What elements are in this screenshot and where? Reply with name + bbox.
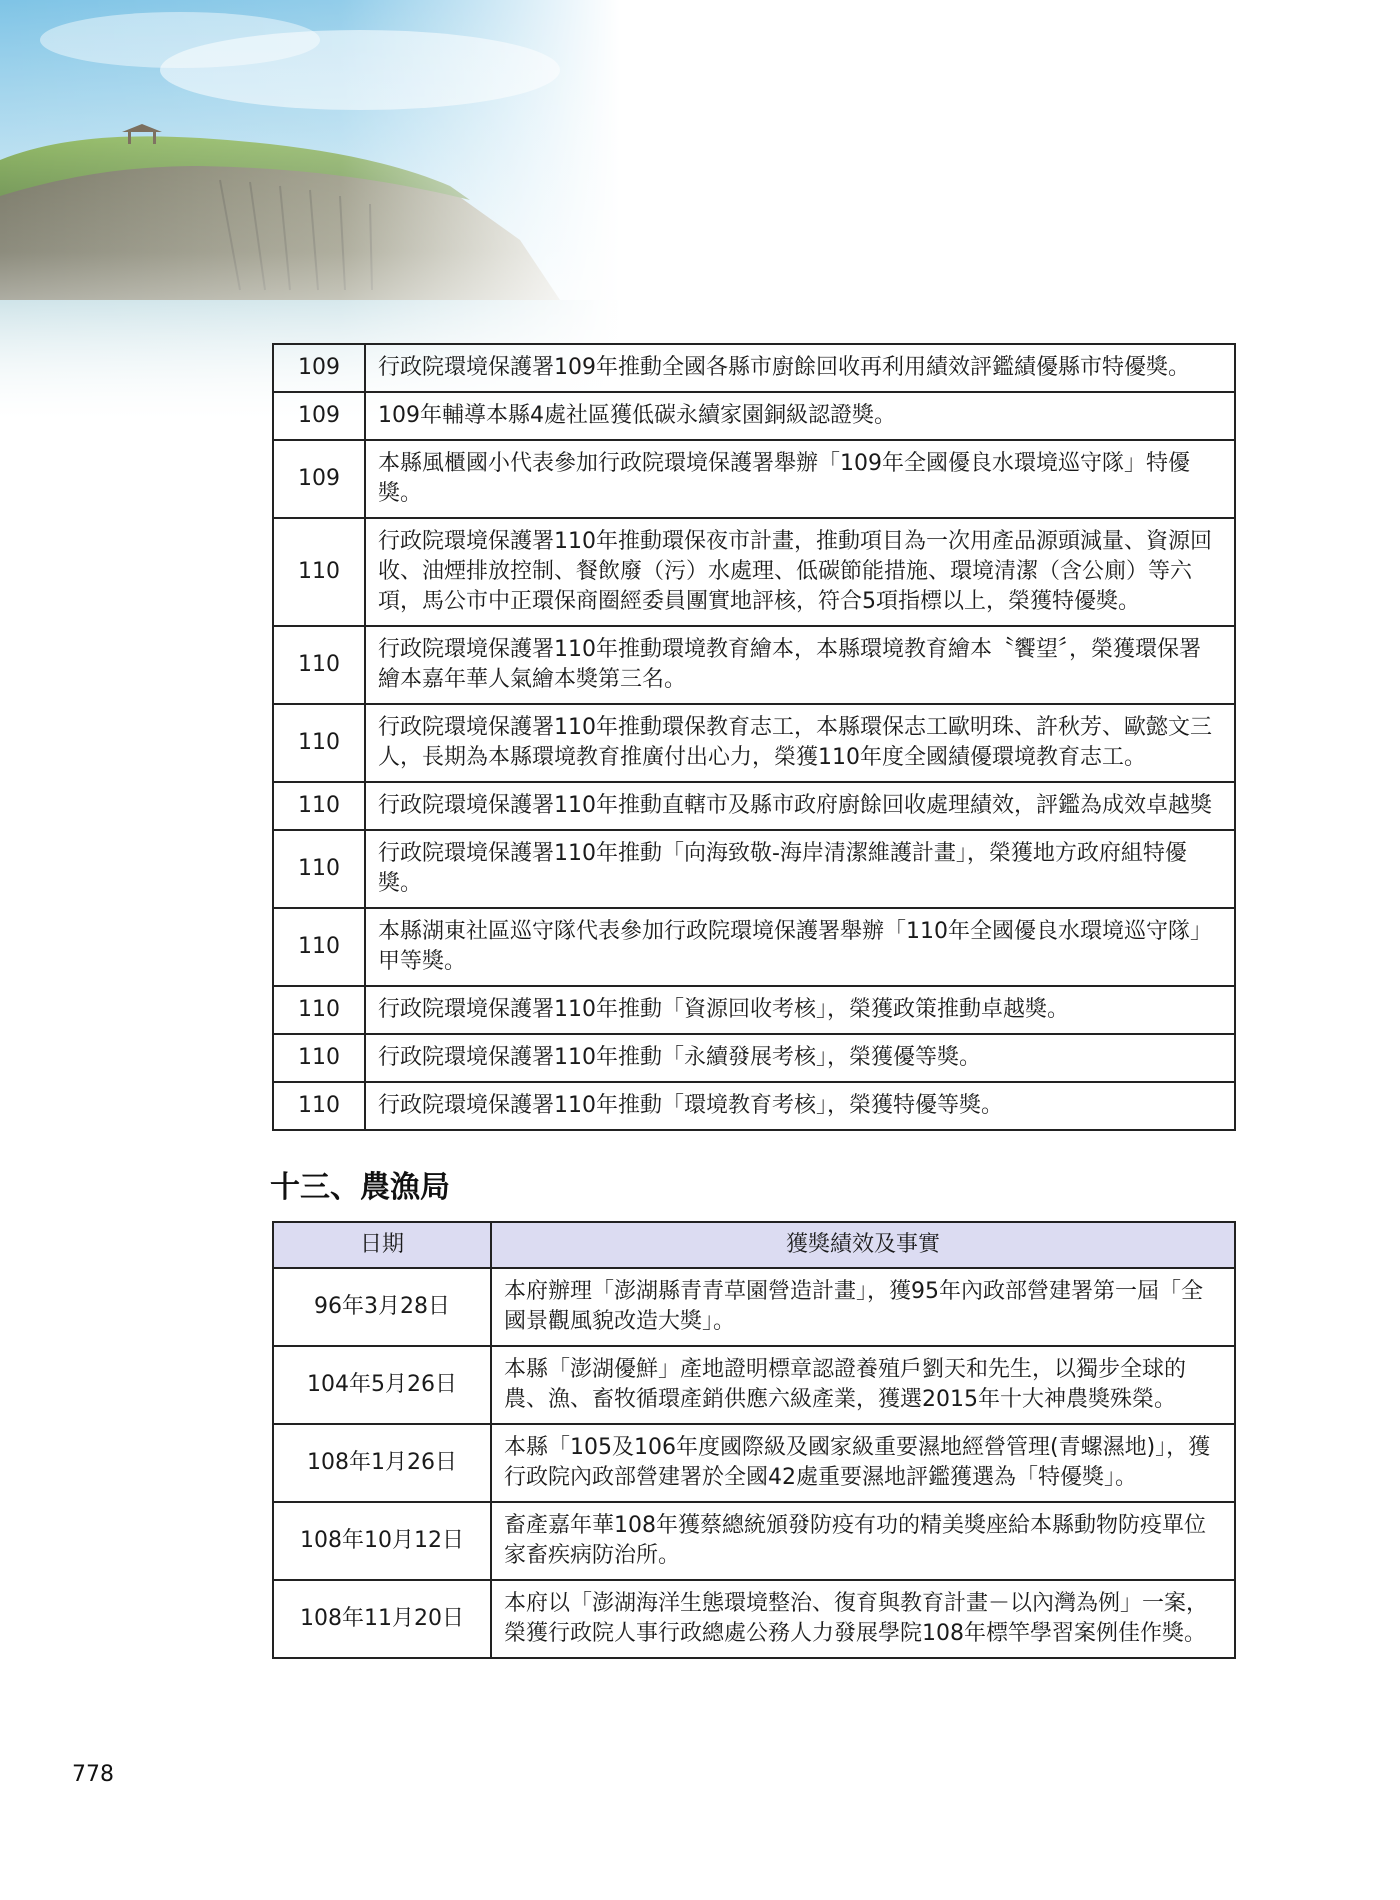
award-description-cell: 本府辦理「澎湖縣青青草園營造計畫」，獲95年內政部營建署第一屆「全國景觀風貌改造大獎」。 [491, 1268, 1235, 1346]
table-row [273, 1082, 1235, 1130]
award-description-cell: 行政院環境保護署110年推動「資源回收考核」，榮獲政策推動卓越獎。 [365, 986, 1235, 1034]
table-row [273, 626, 1235, 704]
table-row [273, 830, 1235, 908]
year-cell: 110 [273, 1034, 365, 1082]
award-description-cell: 109年輔導本縣4處社區獲低碳永續家園銅級認證獎。 [365, 392, 1235, 440]
table-row [273, 392, 1235, 440]
award-description-cell: 行政院環境保護署109年推動全國各縣市廚餘回收再利用績效評鑑績優縣市特優獎。 [365, 344, 1235, 392]
table-row [273, 908, 1235, 986]
table-row [273, 344, 1235, 392]
award-description-cell: 本縣「105及106年度國際級及國家級重要濕地經營管理(青螺濕地)」，獲行政院內政部營建署於全國42處重要濕地評鑑獲選為「特優獎」。 [491, 1424, 1235, 1502]
table-row [273, 1268, 1235, 1346]
award-description-cell: 本縣「澎湖優鮮」產地證明標章認證養殖戶劉天和先生，以獨步全球的農、漁、畜牧循環產銷供應六級產業，獲選2015年十大神農獎殊榮。 [491, 1346, 1235, 1424]
year-cell: 110 [273, 908, 365, 986]
date-cell: 104年5月26日 [273, 1346, 491, 1424]
date-cell: 108年11月20日 [273, 1580, 491, 1658]
table-row [273, 1502, 1235, 1580]
environment-awards-table-body [273, 344, 1235, 1130]
award-description-cell: 本縣湖東社區巡守隊代表參加行政院環境保護署舉辦「110年全國優良水環境巡守隊」甲等獎。 [365, 908, 1235, 986]
column-header-date: 日期 [273, 1222, 491, 1268]
date-cell: 108年10月12日 [273, 1502, 491, 1580]
year-cell: 109 [273, 392, 365, 440]
award-description-cell: 行政院環境保護署110年推動「永續發展考核」，榮獲優等獎。 [365, 1034, 1235, 1082]
agri-fishery-awards-table [272, 1221, 1236, 1659]
date-cell: 108年1月26日 [273, 1424, 491, 1502]
column-header-description: 獲獎績效及事實 [491, 1222, 1235, 1268]
award-description-cell: 本府以「澎湖海洋生態環境整治、復育與教育計畫－以內灣為例」一案，榮獲行政院人事行政總處公務人力發展學院108年標竿學習案例佳作獎。 [491, 1580, 1235, 1658]
table-row [273, 440, 1235, 518]
year-cell: 109 [273, 440, 365, 518]
section-title: 十三、農漁局 [270, 1170, 450, 1205]
table-row [273, 1580, 1235, 1658]
environment-awards-table [272, 343, 1236, 1131]
table-row [273, 518, 1235, 626]
year-cell: 110 [273, 830, 365, 908]
table-row [273, 1424, 1235, 1502]
year-cell: 110 [273, 782, 365, 830]
agri-fishery-awards-table-body [273, 1268, 1235, 1658]
year-cell: 110 [273, 986, 365, 1034]
year-cell: 110 [273, 626, 365, 704]
date-cell: 96年3月28日 [273, 1268, 491, 1346]
table-row [273, 782, 1235, 830]
award-description-cell: 行政院環境保護署110年推動「環境教育考核」，榮獲特優等獎。 [365, 1082, 1235, 1130]
year-cell: 110 [273, 1082, 365, 1130]
table-header-row [273, 1222, 1235, 1268]
year-cell: 110 [273, 704, 365, 782]
award-description-cell: 行政院環境保護署110年推動環境教育繪本，本縣環境教育繪本〝饗望〞，榮獲環保署繪本嘉年華人氣繪本獎第三名。 [365, 626, 1235, 704]
table-row [273, 1034, 1235, 1082]
page-number: 778 [72, 1762, 114, 1787]
table-row [273, 1346, 1235, 1424]
award-description-cell: 行政院環境保護署110年推動環保夜市計畫，推動項目為一次用產品源頭減量、資源回收、油煙排放控制、餐飲廢（污）水處理、低碳節能措施、環境清潔（含公廁）等六項，馬公市中正環保商圈經委員團實地評核，符合5項指標以上，榮獲特優獎。 [365, 518, 1235, 626]
year-cell: 109 [273, 344, 365, 392]
award-description-cell: 畜產嘉年華108年獲蔡總統頒發防疫有功的精美獎座給本縣動物防疫單位家畜疾病防治所。 [491, 1502, 1235, 1580]
award-description-cell: 行政院環境保護署110年推動環保教育志工，本縣環保志工歐明珠、許秋芳、歐懿文三人，長期為本縣環境教育推廣付出心力，榮獲110年度全國績優環境教育志工。 [365, 704, 1235, 782]
year-cell: 110 [273, 518, 365, 626]
award-description-cell: 行政院環境保護署110年推動直轄市及縣市政府廚餘回收處理績效，評鑑為成效卓越獎 [365, 782, 1235, 830]
award-description-cell: 本縣風櫃國小代表參加行政院環境保護署舉辦「109年全國優良水環境巡守隊」特優獎。 [365, 440, 1235, 518]
table-row [273, 986, 1235, 1034]
award-description-cell: 行政院環境保護署110年推動「向海致敬-海岸清潔維護計畫」，榮獲地方政府組特優獎。 [365, 830, 1235, 908]
table-row [273, 704, 1235, 782]
